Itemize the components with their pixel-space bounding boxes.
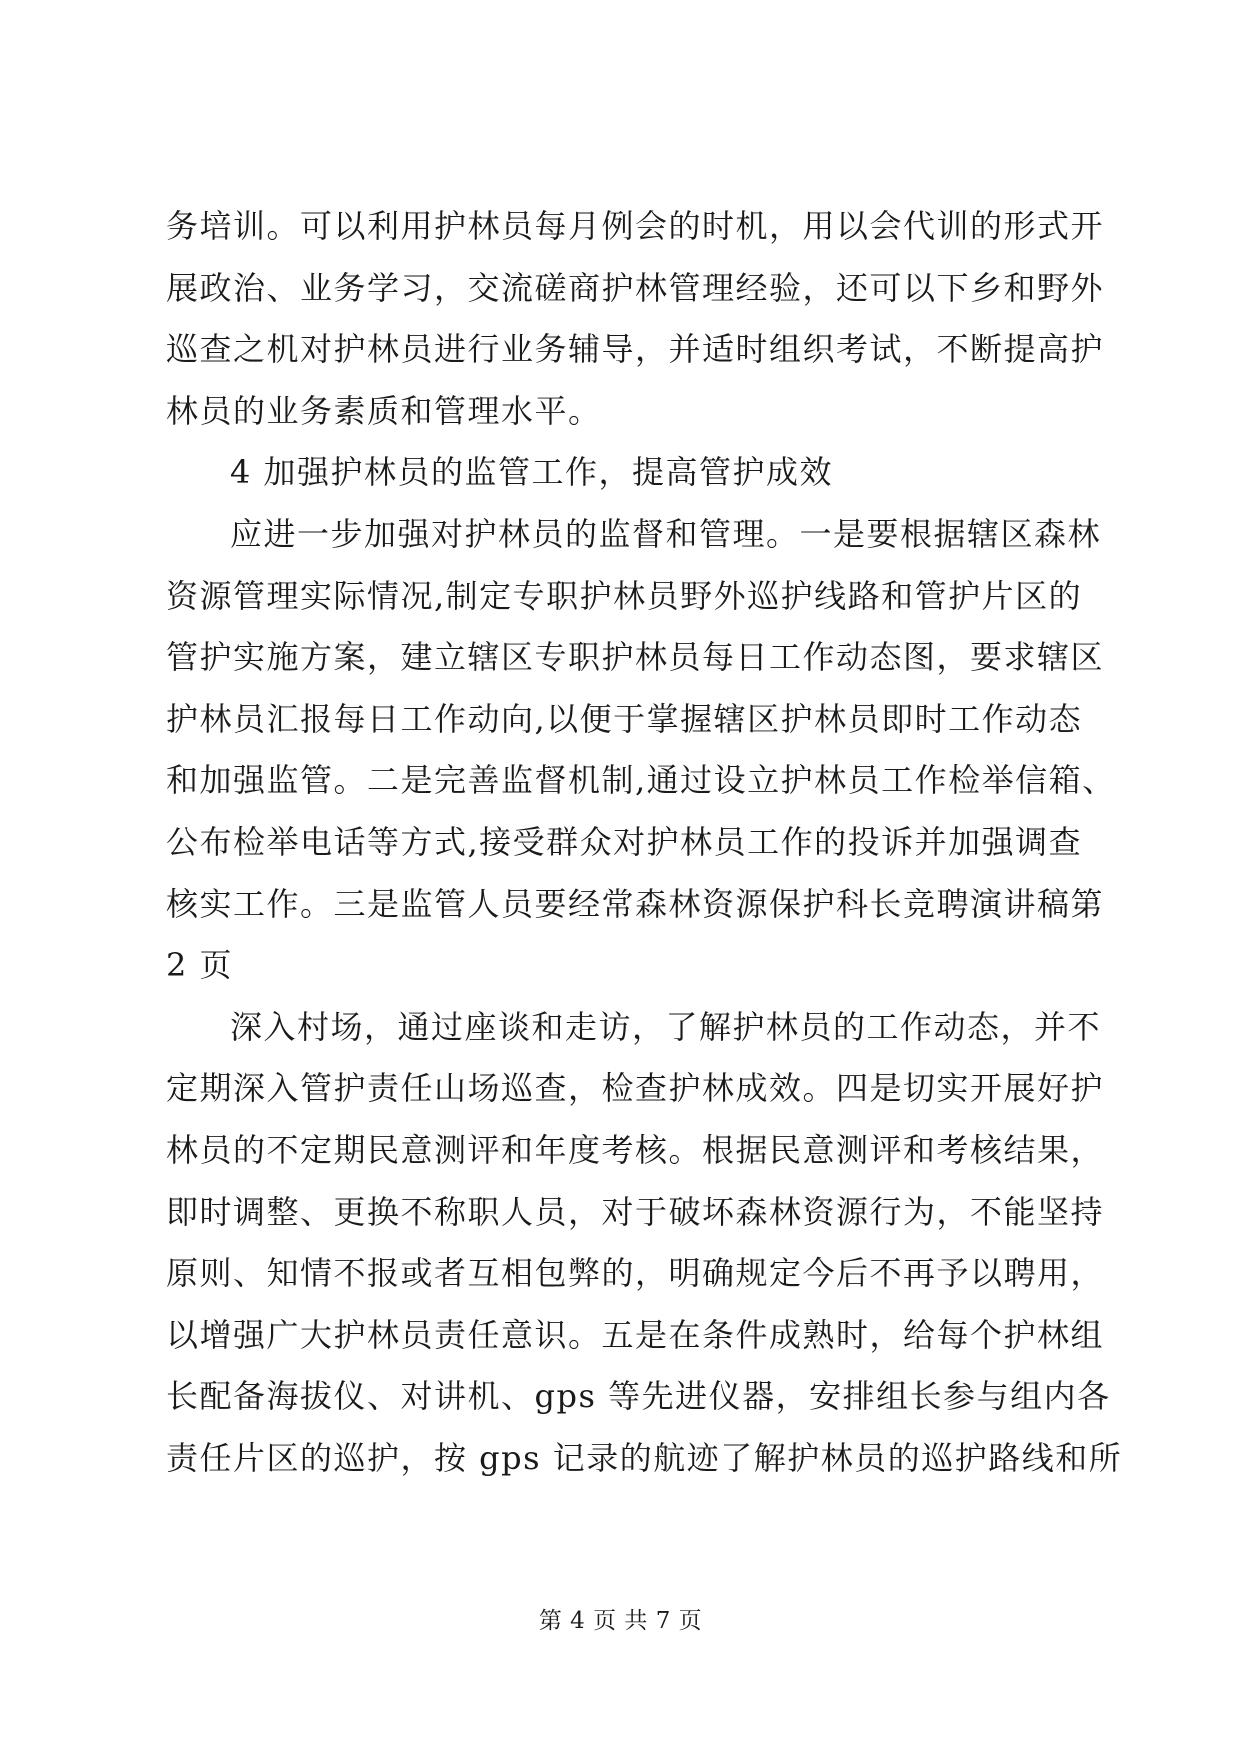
text-line: 护林员汇报每日工作动向,以便于掌握辖区护林员即时工作动态 [166,699,1083,738]
text-line: 管护实施方案，建立辖区专职护林员每日工作动态图，要求辖区 [166,638,1105,677]
text-line: 资源管理实际情况,制定专职护林员野外巡护线路和管护片区的 [166,576,1083,615]
text-line: 责任片区的巡护，按 gps 记录的航迹了解护林员的巡护路线和所 [166,1438,1123,1477]
text-line: 展政治、业务学习，交流磋商护林管理经验，还可以下乡和野外 [166,268,1105,307]
text-line: 和加强监管。二是完善监督机制,通过设立护林员工作检举信箱、 [166,761,1116,800]
text-line: 林员的不定期民意测评和年度考核。根据民意测评和考核结果， [166,1130,1105,1169]
text-line: 核实工作。三是监管人员要经常森林资源保护科长竞聘演讲稿第 [166,884,1105,923]
text-line: 林员的业务素质和管理水平。 [166,391,602,430]
text-line: 即时调整、更换不称职人员，对于破坏森林资源行为，不能坚持 [166,1192,1105,1231]
body-text [166,196,1123,1489]
page-footer: 第 4 页 共 7 页 [538,1608,703,1634]
text-line: 应进一步加强对护林员的监督和管理。一是要根据辖区森林 [230,514,1102,553]
text-line: 务培训。可以利用护林员每月例会的时机，用以会代训的形式开 [166,207,1105,245]
text-line: 长配备海拔仪、对讲机、gps 等先进仪器，安排组长参与组内各 [166,1377,1111,1416]
text-line: 以增强广大护林员责任意识。五是在条件成熟时，给每个护林组 [166,1315,1105,1354]
text-line: 原则、知情不报或者互相包弊的，明确规定今后不再予以聘用， [166,1254,1105,1293]
text-line: 深入村场，通过座谈和走访，了解护林员的工作动态，并不 [230,1007,1102,1046]
section-heading: 4 加强护林员的监管工作，提高管护成效 [230,453,834,492]
text-line: 定期深入管护责任山场巡查，检查护林成效。四是切实开展好护 [166,1069,1105,1108]
text-line: 2 页 [166,946,234,985]
text-line: 巡查之机对护林员进行业务辅导，并适时组织考试，不断提高护 [166,330,1105,369]
text-line: 公布检举电话等方式,接受群众对护林员工作的投诉并加强调查 [166,822,1083,861]
